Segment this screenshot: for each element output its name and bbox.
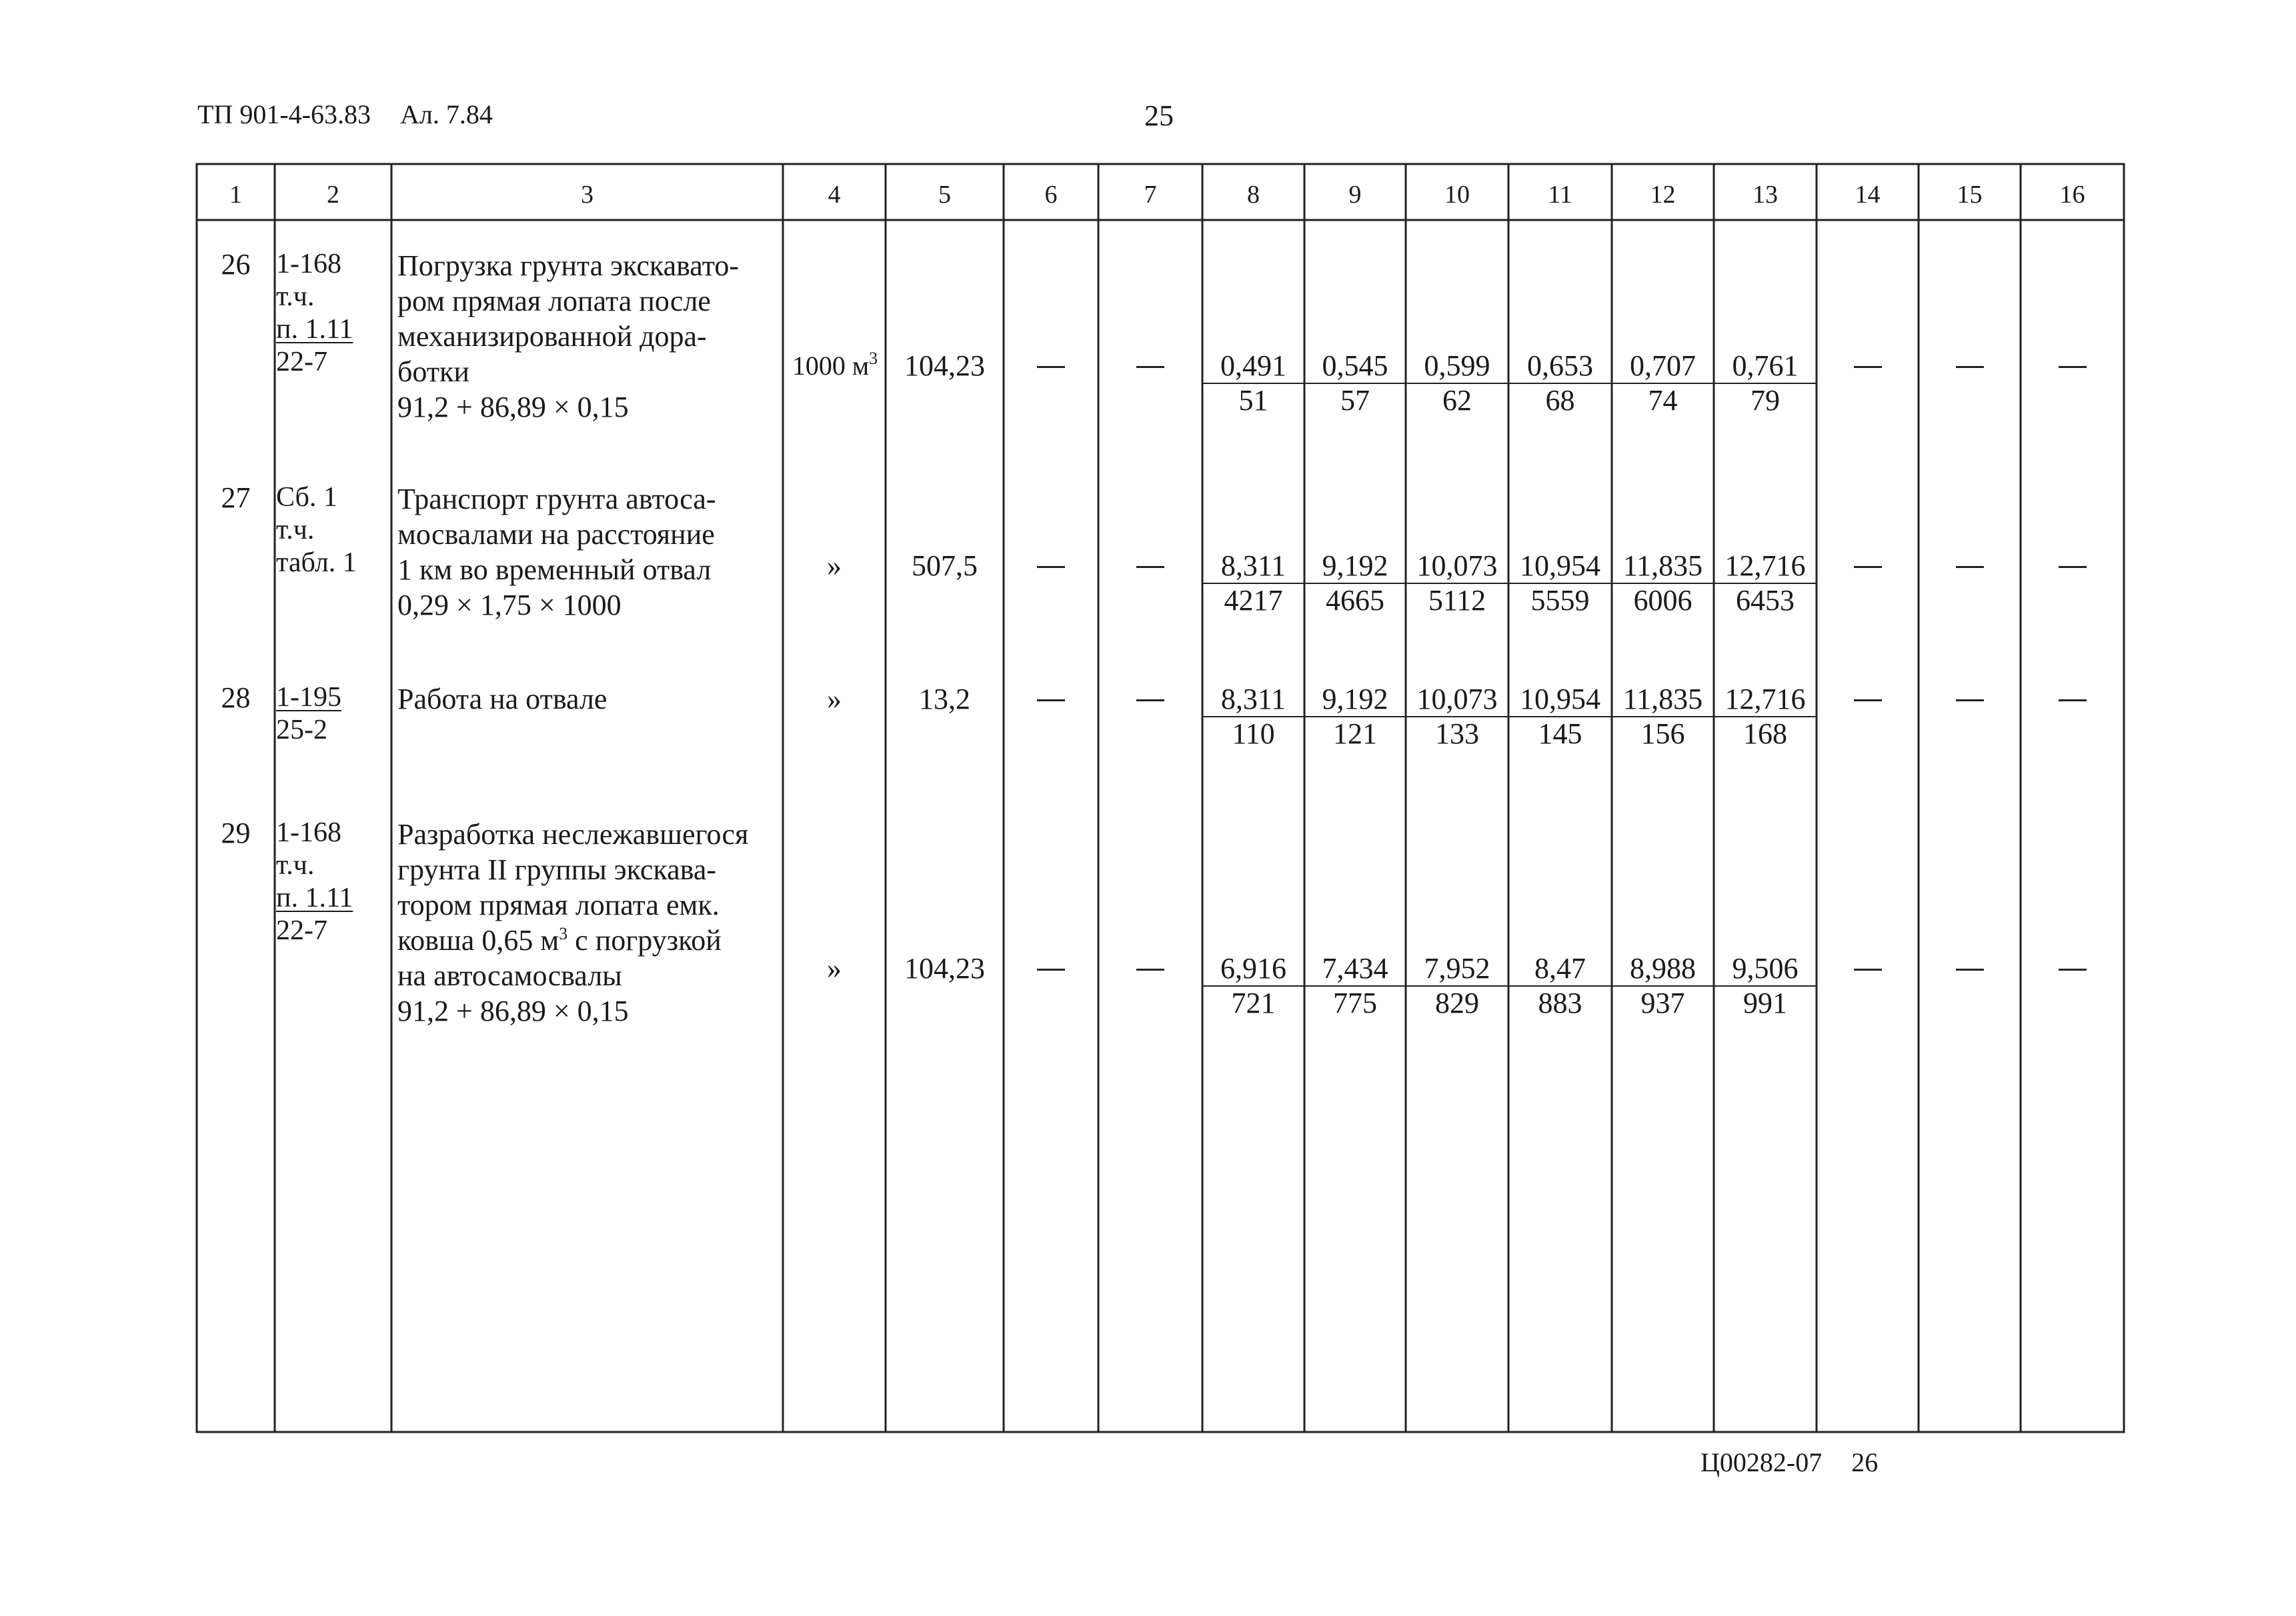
fraction-denominator: 74: [1648, 384, 1678, 417]
column-header: 16: [2059, 181, 2085, 209]
fraction-cell: [1612, 349, 1714, 417]
description-line-part: ковша 0,65 м: [397, 924, 559, 957]
album-number: Ал. 7.84: [399, 99, 493, 129]
quantity: 13,2: [919, 683, 970, 715]
fraction-numerator: 8,311: [1202, 683, 1304, 717]
unit-superscript: 3: [869, 349, 878, 368]
fraction-denominator: 156: [1640, 717, 1685, 750]
fraction-denominator: 6006: [1633, 584, 1692, 617]
work-description: [397, 681, 607, 717]
description-line: ром прямая лопата после: [397, 285, 711, 317]
fraction-cell: [1508, 349, 1612, 417]
row-number: 29: [221, 817, 251, 849]
fraction-numerator: 7,952: [1406, 952, 1508, 987]
fraction-denominator: 68: [1545, 384, 1575, 417]
fraction-numerator: 7,434: [1304, 952, 1406, 987]
fraction-cell: [1508, 683, 1612, 751]
fraction-numerator: 6,916: [1202, 952, 1304, 987]
fraction-cell: [1202, 349, 1304, 417]
fraction-denominator: 110: [1232, 717, 1275, 750]
empty-dash: [2059, 699, 2087, 701]
description-line-part: с погрузкой: [567, 924, 722, 957]
fraction-numerator: 12,716: [1714, 549, 1817, 584]
column-header: 10: [1444, 181, 1470, 209]
column-header: 5: [938, 181, 951, 209]
empty-dash: [1136, 699, 1164, 701]
column-header: 1: [229, 181, 242, 209]
description-line: механизированной дора-: [397, 320, 707, 353]
description-line: Погрузка грунта экскавато-: [397, 249, 739, 282]
fraction-cell: [1612, 549, 1714, 617]
norm-code-line: т.ч.: [276, 281, 315, 312]
norm-code-line: 22-7: [276, 347, 327, 377]
fraction-denominator: 79: [1751, 384, 1780, 417]
fraction-denominator: 775: [1333, 987, 1377, 1019]
fraction-cell: [1406, 549, 1508, 617]
column-header: 9: [1348, 181, 1362, 209]
fraction-cell: [1406, 683, 1508, 751]
empty-dash: [1956, 969, 1984, 971]
column-header: 3: [581, 181, 594, 209]
fraction-denominator: 145: [1538, 717, 1582, 750]
empty-dash: [1956, 566, 1984, 568]
fraction-numerator: 8,988: [1612, 952, 1714, 987]
column-header: 13: [1753, 181, 1778, 209]
description-line: Работа на отвале: [397, 683, 608, 715]
doc-code: ТП 901-4-63.83: [197, 99, 371, 129]
document-footer: [1700, 1447, 1878, 1478]
fraction-cell: [1202, 549, 1304, 617]
fraction-denominator: 5112: [1428, 584, 1486, 617]
fraction-denominator: 168: [1743, 717, 1787, 750]
column-header: 2: [327, 181, 339, 209]
fraction-cell: [1612, 952, 1714, 1020]
description-line: Транспорт грунта автоса-: [397, 483, 716, 515]
empty-dash: [1956, 366, 1984, 368]
footer-sheet-number: 26: [1851, 1447, 1879, 1477]
page-number: 25: [1144, 99, 1174, 132]
fraction-cell: [1406, 952, 1508, 1020]
empty-dash: [1037, 566, 1065, 568]
empty-dash: [1136, 969, 1164, 971]
column-header: 6: [1044, 181, 1058, 209]
column-header: 4: [828, 181, 841, 209]
description-line: грунта II группы экскава-: [397, 853, 717, 886]
norm-code-line: табл. 1: [276, 547, 357, 578]
norm-code-line: 1-168: [276, 249, 341, 279]
fraction-numerator: 0,653: [1508, 349, 1612, 384]
fraction-numerator: 9,192: [1304, 683, 1406, 717]
fraction-cell: [1714, 683, 1817, 751]
fraction-denominator: 829: [1435, 987, 1479, 1019]
fraction-denominator: 937: [1640, 987, 1685, 1019]
unit-of-measure: [784, 349, 886, 383]
fraction-cell: [1406, 349, 1508, 417]
description-line: мосвалами на расстояние: [397, 518, 715, 551]
empty-dash: [1037, 366, 1065, 368]
norm-code-line: 1-168: [276, 817, 341, 848]
description-superscript: 3: [559, 924, 568, 943]
work-description: [397, 481, 716, 623]
fraction-cell: [1304, 549, 1406, 617]
fraction-denominator: 721: [1231, 987, 1276, 1019]
empty-dash: [1136, 366, 1164, 368]
fraction-cell: [1612, 683, 1714, 751]
empty-dash: [2059, 566, 2087, 568]
description-line: 1 км во временный отвал: [397, 553, 712, 586]
fraction-denominator: 57: [1340, 384, 1370, 417]
fraction-numerator: 11,835: [1612, 683, 1714, 717]
norm-code: [276, 817, 353, 947]
work-description: [397, 817, 748, 1029]
fraction-cell: [1508, 952, 1612, 1020]
unit-of-measure: »: [827, 549, 842, 582]
fraction-numerator: 10,954: [1508, 683, 1612, 717]
fraction-numerator: 10,954: [1508, 549, 1612, 584]
fraction-denominator: 883: [1538, 987, 1582, 1019]
description-line: Разработка неслежавшегося: [397, 818, 749, 851]
fraction-numerator: 0,707: [1612, 349, 1714, 384]
description-line: тором прямая лопата емк.: [397, 889, 720, 921]
fraction-numerator: 0,545: [1304, 349, 1406, 384]
fraction-numerator: 0,599: [1406, 349, 1508, 384]
fraction-numerator: 12,716: [1714, 683, 1817, 717]
empty-dash: [1037, 699, 1065, 701]
norm-code-line: 1-195: [276, 682, 341, 713]
fraction-cell: [1304, 683, 1406, 751]
column-header: 7: [1144, 181, 1157, 209]
fraction-numerator: 8,311: [1202, 549, 1304, 584]
norm-code: [276, 481, 357, 579]
norm-code-line: т.ч.: [276, 850, 315, 881]
fraction-cell: [1304, 349, 1406, 417]
unit-of-measure: »: [827, 952, 842, 985]
fraction-numerator: 0,491: [1202, 349, 1304, 384]
norm-code-line: Сб. 1: [276, 482, 337, 513]
column-header: 11: [1548, 181, 1572, 209]
column-header: 15: [1957, 181, 1983, 209]
fraction-cell: [1714, 349, 1817, 417]
fraction-numerator: 8,47: [1508, 952, 1612, 987]
norm-code: [276, 248, 353, 379]
empty-dash: [1136, 566, 1164, 568]
empty-dash: [1854, 566, 1882, 568]
norm-code: [276, 681, 341, 747]
fraction-denominator: 4665: [1326, 584, 1384, 617]
row-number: 28: [221, 681, 251, 714]
fraction-cell: [1202, 952, 1304, 1020]
quantity: 104,23: [904, 952, 985, 985]
row-number: 26: [221, 248, 251, 281]
empty-dash: [1854, 969, 1882, 971]
column-header: 8: [1247, 181, 1260, 209]
norm-code-line: 22-7: [276, 915, 327, 946]
fraction-numerator: 9,506: [1714, 952, 1817, 987]
norm-code-line: т.ч.: [276, 515, 315, 545]
description-line: [397, 923, 748, 958]
unit-text: 1000 м: [792, 351, 870, 381]
fraction-numerator: 0,761: [1714, 349, 1817, 384]
fraction-denominator: 62: [1442, 384, 1472, 417]
fraction-numerator: 10,073: [1406, 549, 1508, 584]
empty-dash: [1037, 969, 1065, 971]
row-number: 27: [221, 481, 251, 514]
fraction-denominator: 133: [1435, 717, 1479, 750]
quantity: 104,23: [904, 349, 985, 382]
description-line: ботки: [397, 355, 469, 388]
fraction-denominator: 51: [1238, 384, 1268, 417]
column-header: 12: [1650, 181, 1676, 209]
norm-code-line: 25-2: [276, 715, 327, 745]
fraction-numerator: 9,192: [1304, 549, 1406, 584]
fraction-denominator: 4217: [1224, 584, 1283, 617]
description-line: на автосамосвалы: [397, 959, 622, 992]
fraction-cell: [1202, 683, 1304, 751]
fraction-cell: [1714, 549, 1817, 617]
fraction-cell: [1714, 952, 1817, 1020]
fraction-denominator: 121: [1333, 717, 1377, 750]
empty-dash: [1956, 699, 1984, 701]
unit-of-measure: »: [827, 683, 842, 715]
quantity: 507,5: [912, 549, 978, 582]
empty-dash: [1854, 366, 1882, 368]
document-code-header: [197, 99, 493, 130]
norm-code-line: п. 1.11: [276, 883, 353, 913]
empty-dash: [2059, 969, 2087, 971]
description-line: 0,29 × 1,75 × 1000: [397, 589, 622, 621]
fraction-numerator: 11,835: [1612, 549, 1714, 584]
description-line: 91,2 + 86,89 × 0,15: [397, 391, 629, 423]
fraction-numerator: 10,073: [1406, 683, 1508, 717]
description-line: 91,2 + 86,89 × 0,15: [397, 995, 629, 1027]
footer-doc-number: Ц00282-07: [1700, 1447, 1823, 1477]
empty-dash: [1854, 699, 1882, 701]
fraction-cell: [1508, 549, 1612, 617]
norm-code-line: п. 1.11: [276, 314, 353, 345]
work-description: [397, 248, 739, 425]
fraction-denominator: 5559: [1530, 584, 1590, 617]
fraction-cell: [1304, 952, 1406, 1020]
fraction-denominator: 6453: [1736, 584, 1795, 617]
fraction-denominator: 991: [1743, 987, 1787, 1019]
empty-dash: [2059, 366, 2087, 368]
column-header: 14: [1855, 181, 1881, 209]
